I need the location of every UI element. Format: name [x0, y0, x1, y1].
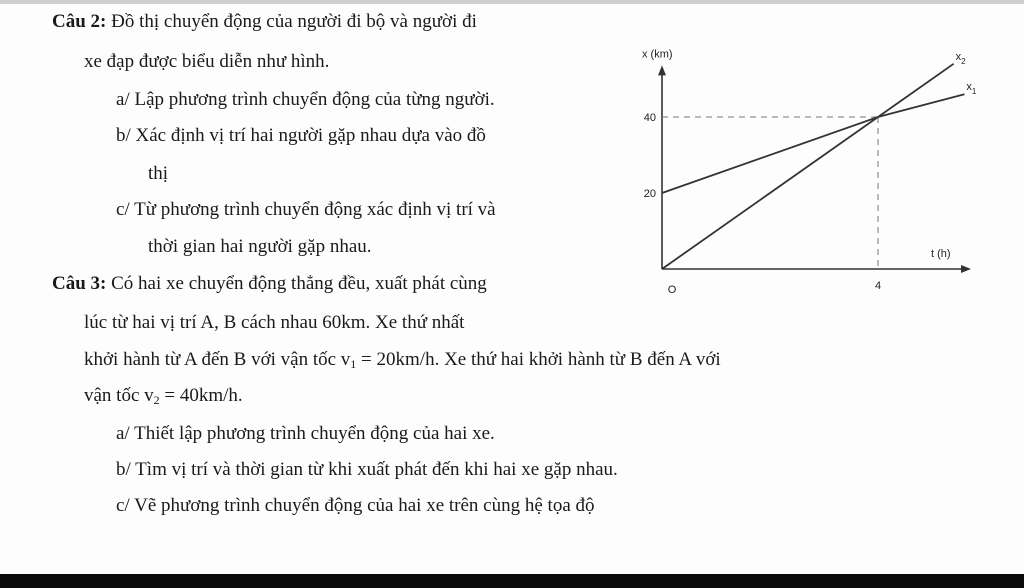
series-x1-line [662, 94, 964, 193]
q3-title: Câu 3: [52, 273, 107, 294]
q3-item-c: c/ Vẽ phương trình chuyển động của hai xe trên cùng hệ tọa độ [116, 495, 595, 516]
origin-label: O [667, 284, 677, 296]
series-lines [662, 64, 964, 269]
q2-item-b: b/ Xác định vị trí hai người gặp nhau dựa vào đồ [116, 125, 486, 146]
x-tick-4: 4 [874, 280, 882, 292]
series-x1-label-sub: 1 [971, 87, 977, 97]
q3-line-2: lúc từ hai vị trí A, B cách nhau 60km. Xe thứ nhất [84, 312, 465, 333]
series-x2-line [662, 64, 954, 269]
q3-line-1 [52, 272, 487, 296]
y-tick-20: 20 [643, 188, 656, 200]
q3-text-1: Có hai xe chuyển động thẳng đều, xuất phát cùng [111, 273, 487, 294]
q3-l4-sub: 2 [153, 393, 160, 407]
axes [658, 65, 971, 273]
x-axis-label: t (h) [931, 248, 951, 260]
q2-item-c: c/ Từ phương trình chuyển động xác định vị trí và [116, 199, 496, 220]
q2-line-2: xe đạp được biểu diễn như hình. [84, 51, 330, 72]
q2-line-1 [52, 10, 477, 34]
q3-line-3 [84, 348, 721, 376]
series-x1-label: $x_1$ [966, 81, 977, 97]
bottom-bar [0, 574, 1024, 588]
q3-line-4 [84, 384, 243, 412]
q3-l3-pre: khởi hành từ A đến B với vận tốc v [84, 349, 351, 370]
q2-item-c-cont: thời gian hai người gặp nhau. [148, 236, 372, 257]
q3-item-b: b/ Tìm vị trí và thời gian từ khi xuất phát đến khi hai xe gặp nhau. [116, 459, 618, 480]
graph-labels [642, 48, 977, 296]
motion-graph [620, 28, 980, 318]
q2-item-a: a/ Lập phương trình chuyển động của từng người. [116, 89, 495, 110]
top-strip [0, 0, 1024, 4]
q2-text-1: Đồ thị chuyển động của người đi bộ và người đi [111, 11, 477, 32]
q2-title: Câu 2: [52, 11, 107, 32]
q3-l4-post: = 40km/h. [159, 385, 243, 406]
t-axis-arrow [961, 265, 971, 273]
q2-item-b-cont: thị [148, 163, 169, 184]
series-x2-label: $x_2$ [955, 50, 966, 66]
series-x2-label-sub: 2 [961, 56, 966, 66]
q3-l3-post: = 20km/h. Xe thứ hai khởi hành từ B đến A với [356, 349, 721, 370]
y-tick-40: 40 [643, 112, 656, 124]
x-axis-arrow [658, 65, 666, 75]
y-axis-label: x (km) [642, 48, 673, 61]
q3-item-a: a/ Thiết lập phương trình chuyển động của hai xe. [116, 423, 495, 444]
q3-l3-sub: 1 [350, 357, 357, 371]
q3-l4-pre: vận tốc v [84, 385, 154, 406]
